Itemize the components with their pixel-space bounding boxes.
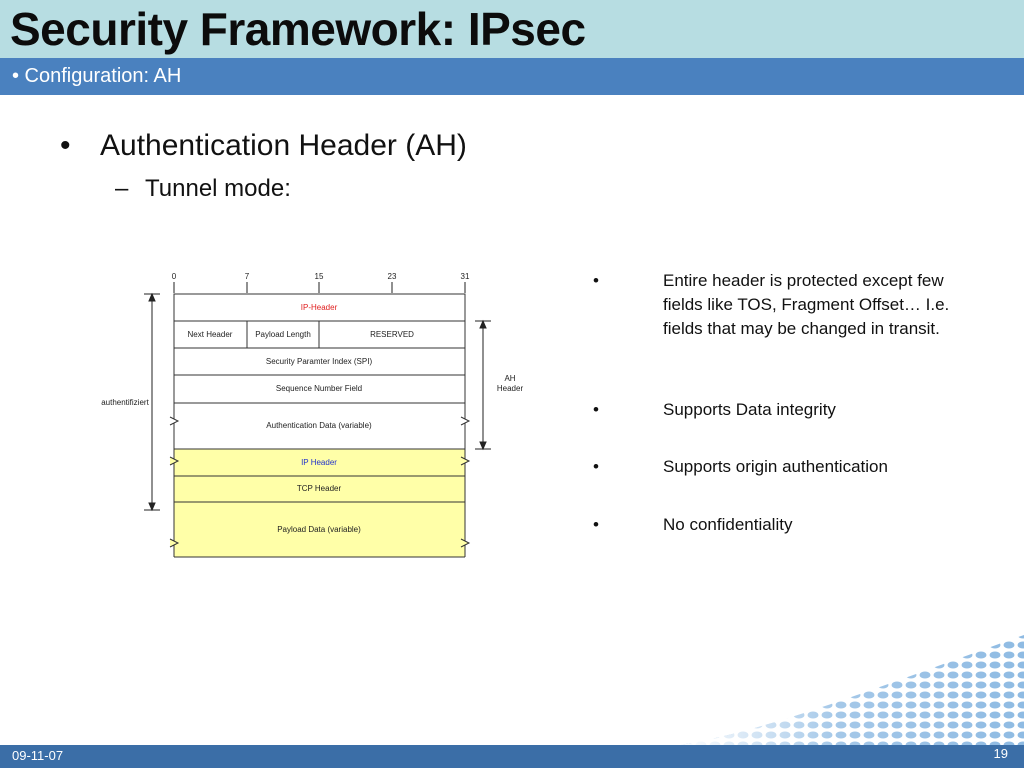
payload-length-label: Payload Length (255, 330, 311, 339)
ah-tunnel-mode-diagram (95, 265, 535, 570)
main-point-text: Authentication Header (AH) (100, 129, 467, 162)
slide-subtitle: • Configuration: AH (12, 65, 182, 87)
note-text: Supports Data integrity (663, 400, 836, 419)
payload-label: Payload Data (variable) (277, 525, 361, 534)
dash-icon: – (115, 175, 129, 202)
bit-label-15: 15 (314, 272, 324, 281)
next-header-label: Next Header (187, 330, 233, 339)
bullet-icon: • (593, 271, 599, 290)
bit-label-23: 23 (387, 272, 397, 281)
spi-label: Security Paramter Index (SPI) (265, 357, 373, 366)
auth-data-label: Authentication Data (variable) (266, 421, 372, 430)
note-text: Entire header is protected except few fields like TOS, Fragment Offset… I.e. fields that may be changed in transit. (663, 271, 950, 338)
bullet-icon: • (593, 515, 599, 534)
bit-label-0: 0 (171, 272, 177, 281)
bullet-icon: • (593, 457, 599, 476)
sequence-label: Sequence Number Field (275, 384, 363, 393)
bit-label-7: 7 (244, 272, 250, 281)
page-number: 19 (993, 746, 1008, 761)
inner-ip-header-label: IP Header (301, 458, 337, 467)
authenticated-label: authentifiziert (101, 398, 149, 407)
ip-header-label: IP-Header (300, 303, 338, 312)
bullet-icon: • (593, 400, 599, 419)
note-text: Supports origin authentication (663, 457, 888, 476)
slide-title: Security Framework: IPsec (10, 3, 586, 55)
sub-point-text: Tunnel mode: (145, 175, 291, 202)
footer-date: 09-11-07 (12, 748, 64, 763)
ah-label-line2: Header (496, 384, 524, 393)
footer-bar (0, 745, 1024, 768)
ah-label-line1: AH (504, 374, 516, 383)
tcp-header-label: TCP Header (296, 484, 342, 493)
note-text: No confidentiality (663, 515, 793, 534)
bit-label-31: 31 (460, 272, 470, 281)
decorative-dot-swoosh (680, 580, 1024, 745)
reserved-label: RESERVED (370, 330, 414, 339)
bullet-icon: • (60, 129, 71, 162)
